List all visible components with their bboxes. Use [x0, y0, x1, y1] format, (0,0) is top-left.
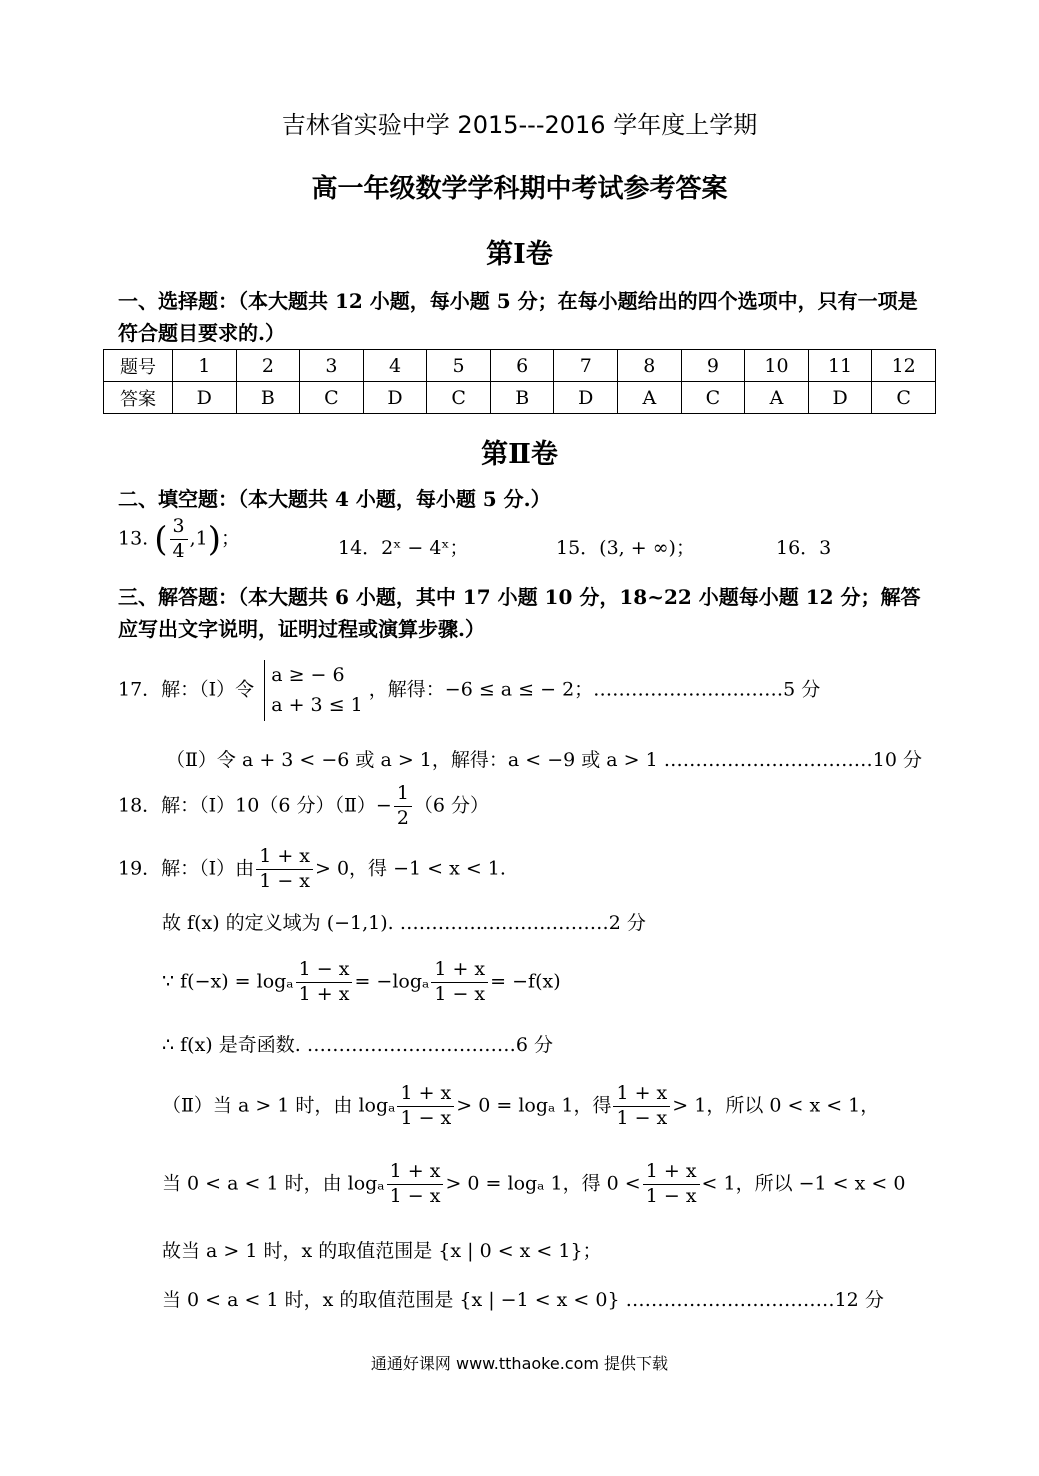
answer-table — [103, 349, 936, 414]
right-paren: ) — [207, 519, 222, 560]
document-title: 吉林省实验中学 2015---2016 学年度上学期 — [281, 111, 758, 139]
answer-header: 答案 — [104, 382, 173, 414]
q13-answer: 13. ( $\frac{3}{4}$ ,1)； — [118, 515, 241, 562]
q15-answer: 15．(3, + ∞)； — [556, 537, 695, 559]
q16-answer: 16．3 — [776, 537, 832, 559]
fraction-f: $\frac{1 + x}{1 - x}$ — [643, 1160, 700, 1209]
answer-cell: C — [300, 382, 364, 414]
q19-odd-proof: ∵ f(−x) = logₐ $\frac{1 - x}{1 + x}$ = −logₐ $\frac{1 + x}{1 - x}$ = −f(x) — [162, 958, 561, 1005]
fraction-e: $\frac{1 + x}{1 - x}$ — [387, 1160, 444, 1209]
question-number-header: 题号 — [104, 350, 173, 382]
q19-part2-case1: （Ⅱ）当 a > 1 时，由 logₐ $\frac{1 + x}{1 - x}$ > 0 = logₐ 1，得 $\frac{1 + x}{1 - x}$ > 1，所以 0 < x < 1， — [162, 1082, 880, 1129]
fraction-d: $\frac{1 + x}{1 - x}$ — [613, 1082, 670, 1131]
answer-cell: B — [236, 382, 300, 414]
fraction-a: $\frac{1 - x}{1 + x}$ — [296, 958, 353, 1007]
question-number-cell: 2 — [236, 350, 300, 382]
question-number-row — [104, 350, 936, 382]
q17-part1: 17．解：（Ⅰ）令 a ≥ − 6 a + 3 ≤ 1 ，解得：−6 ≤ a ≤ − 2；…………………………5 分 — [118, 660, 820, 721]
q19-conclusion: ∴ f(x) 是奇函数. ……………………………6 分 — [162, 1034, 553, 1056]
section-3-heading: 三、解答题：（本大题共 6 小题，其中 17 小题 10 分，18~22 小题每小题 12 分；解答应写出文字说明，证明过程或演算步骤.） — [118, 585, 921, 641]
q19-result-1: 故当 a > 1 时，x 的取值范围是 {x | 0 < x < 1}； — [162, 1240, 602, 1262]
q19-part2-case2: 当 0 < a < 1 时，由 logₐ $\frac{1 + x}{1 - x}$ > 0 = logₐ 1，得 0 < $\frac{1 + x}{1 - x}$ < 1，所以 −1 < x < 0 — [162, 1160, 906, 1207]
q19-result-2: 当 0 < a < 1 时，x 的取值范围是 {x | −1 < x < 0} ……………………………12 分 — [162, 1289, 884, 1311]
answer-cell: D — [554, 382, 618, 414]
question-number-cell: 4 — [363, 350, 427, 382]
answer-cell: C — [427, 382, 491, 414]
fraction-b: $\frac{1 + x}{1 - x}$ — [431, 958, 488, 1007]
q17-part2: （Ⅱ）令 a + 3 < −6 或 a > 1，解得：a < −9 或 a > 1 ……………………………10 分 — [166, 749, 922, 771]
question-number-cell: 8 — [618, 350, 682, 382]
question-number-cell: 5 — [427, 350, 491, 382]
q13-label: 13. — [118, 527, 149, 550]
question-number-cell: 9 — [681, 350, 745, 382]
question-number-cell: 6 — [490, 350, 554, 382]
q19-part1-condition: 19．解：（Ⅰ）由 $\frac{1 + x}{1 - x}$ > 0，得 −1 < x < 1. — [118, 845, 506, 892]
answer-row — [104, 382, 936, 414]
document-subtitle: 高一年级数学学科期中考试参考答案 — [311, 174, 728, 204]
volume-1-heading: 第Ⅰ卷 — [486, 239, 553, 270]
inequality-system: a ≥ − 6 a + 3 ≤ 1 — [264, 660, 363, 721]
section-2-heading: 二、填空题：（本大题共 4 小题，每小题 5 分.） — [118, 487, 551, 511]
answer-cell: A — [745, 382, 809, 414]
question-number-cell: 12 — [872, 350, 936, 382]
answer-cell: D — [808, 382, 872, 414]
question-number-cell: 10 — [745, 350, 809, 382]
volume-2-heading: 第Ⅱ卷 — [481, 439, 558, 470]
section-1-heading: 一、选择题：（本大题共 12 小题，每小题 5 分；在每小题给出的四个选项中，只有一项是符合题目要求的.） — [118, 289, 918, 345]
question-number-cell: 11 — [808, 350, 872, 382]
answer-cell: D — [173, 382, 237, 414]
q13-fraction: $\frac{3}{4}$ — [170, 515, 188, 564]
q18-answer: 18．解：（Ⅰ）10（6 分）（Ⅱ）− $\frac{1}{2}$ （6 分） — [118, 782, 490, 829]
answer-cell: B — [490, 382, 554, 414]
fraction-c: $\frac{1 + x}{1 - x}$ — [397, 1082, 454, 1131]
answer-cell: C — [872, 382, 936, 414]
question-number-cell: 3 — [300, 350, 364, 382]
footer-text: 通通好课网 www.tthaoke.com 提供下载 — [370, 1354, 669, 1373]
q19-domain: 故 f(x) 的定义域为 (−1,1). ……………………………2 分 — [162, 912, 646, 934]
answer-cell: C — [681, 382, 745, 414]
q14-answer: 14．2ˣ − 4ˣ； — [338, 537, 469, 559]
answer-cell: A — [618, 382, 682, 414]
question-number-cell: 1 — [173, 350, 237, 382]
q18-fraction: $\frac{1}{2}$ — [394, 782, 412, 831]
left-paren: ( — [154, 519, 168, 560]
question-number-cell: 7 — [554, 350, 618, 382]
answer-cell: D — [363, 382, 427, 414]
q19-fraction: $\frac{1 + x}{1 - x}$ — [256, 845, 313, 894]
